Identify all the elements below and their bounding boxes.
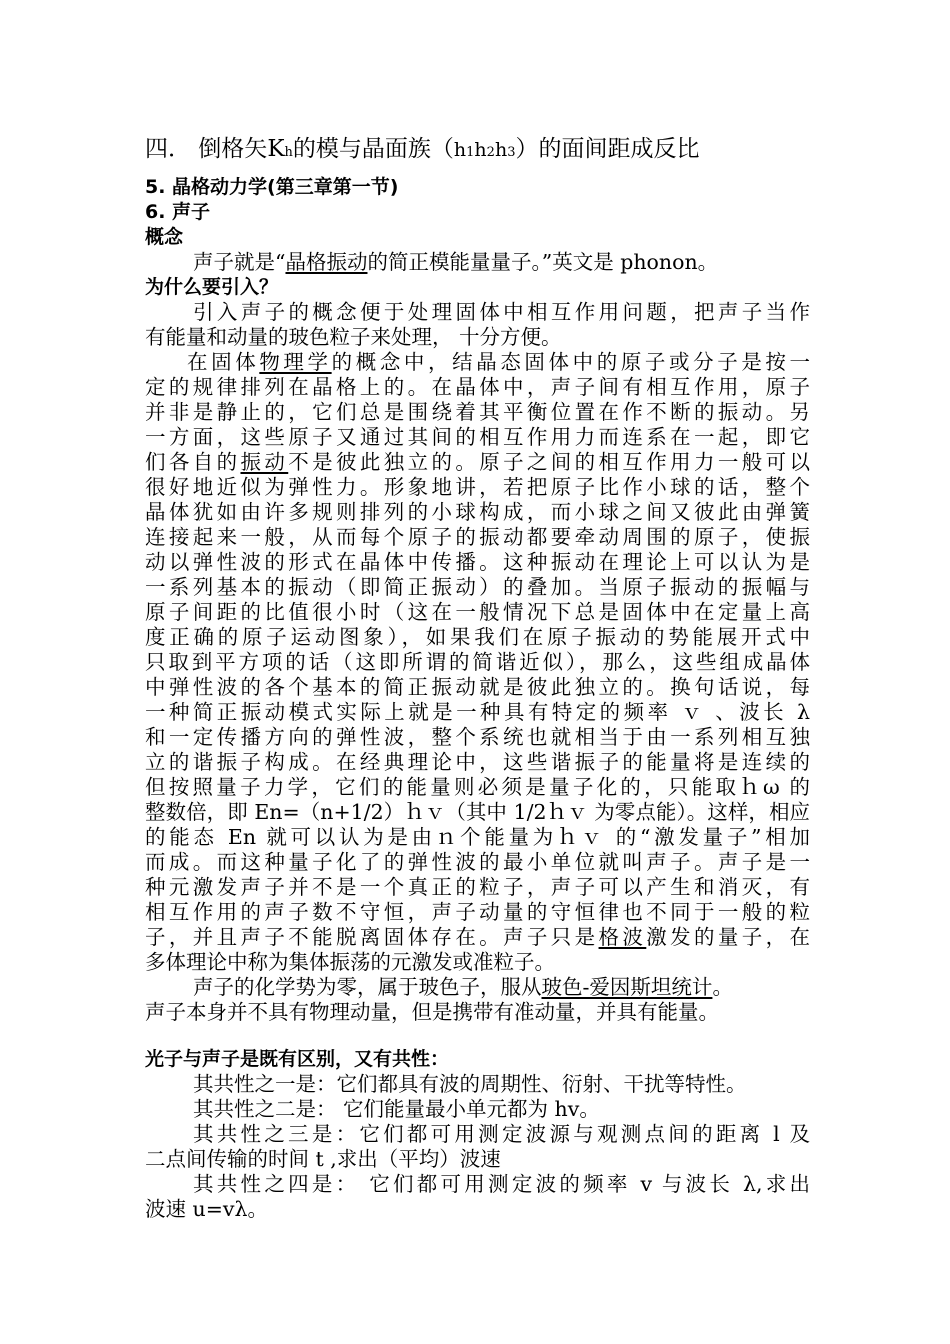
concept-title: 概念 [145, 226, 184, 248]
paragraph-line: 声子本身并不具有物理动量，但是携带有准动量，并具有能量。 [145, 1000, 719, 1024]
paragraph-line: 动以弹性波的形式在晶体中传播。这种振动在理论上可以认为是 [145, 550, 810, 574]
paragraph-line: 而成。而这种量子化了的弹性波的最小单位就叫声子。声子是一 [145, 850, 810, 874]
why-title: 为什么要引入？ [145, 276, 279, 298]
heading-prefix: 四． 倒格矢 [145, 136, 268, 162]
paragraph-line: 在固体物理学的概念中，结晶态固体中的原子或分子是按一 [187, 350, 811, 374]
why-line: 有能量和动量的玻色粒子来处理， 十分方便。 [145, 325, 562, 349]
compare-line: 其共性之二是： 它们能量最小单元都为 hv。 [193, 1097, 600, 1121]
paragraph-line: 和一定传播方向的弹性波，整个系统也就相当于由一系列相互独 [145, 725, 810, 749]
heading-k-sub: h [284, 145, 293, 160]
paragraph-line: 立的谐振子构成。在经典理论中，这些谐振子的能量将是连续的 [145, 750, 810, 774]
heading-s2: 2 [486, 145, 495, 160]
paragraph-line: 的能态 En 就可以认为是由ｎ个能量为ｈｖ 的“激发量子”相加 [145, 825, 810, 849]
heading-h2: h [474, 139, 487, 161]
lattice-vibration-link[interactable]: 晶格振动 [285, 250, 368, 274]
paragraph-line: 中弹性波的各个基本的简正振动就是彼此独立的。换句话说，每 [145, 675, 810, 699]
paragraph-line: 并非是静止的，它们总是围绕着其平衡位置在作不断的振动。另 [145, 400, 810, 424]
compare-line: 波速 u=vλ。 [145, 1197, 268, 1221]
section-5-title: 5. 晶格动力学(第三章第一节) [145, 176, 399, 198]
concept-paragraph: 声子就是“晶格振动的简正模能量量子。”英文是 phonon。 [193, 250, 719, 274]
reciprocal-lattice-heading [145, 133, 810, 165]
bose-einstein-link[interactable]: 玻色-爱因斯坦统计 [541, 975, 713, 999]
vibration-link[interactable]: 振动 [240, 450, 289, 474]
paragraph-line: 原子间距的比值很小时（这在一般情况下总是固体中在定量上高 [145, 600, 810, 624]
paragraph-line: 种元激发声子并不是一个真正的粒子，声子可以产生和消灭，有 [145, 875, 810, 899]
heading-h1: h [453, 139, 467, 161]
compare-line: 其共性之三是：它们都可用测定波源与观测点间的距离 l 及 [193, 1122, 810, 1146]
paragraph-line: 一种简正振动模式实际上就是一种具有特定的频率 ｖ 、波长 λ [145, 700, 810, 724]
physics-link[interactable]: 物理学 [259, 350, 332, 374]
paragraph-line: 声子的化学势为零，属于玻色子，服从玻色-爱因斯坦统计。 [193, 975, 733, 999]
heading-mid: 的模与晶面族（ [292, 136, 454, 162]
heading-h3: h [494, 139, 508, 161]
why-line: 引入声子的概念便于处理固体中相互作用问题，把声子当作 [193, 300, 810, 324]
document-content [145, 133, 810, 1222]
spacer [145, 1025, 810, 1047]
paragraph-line: 很好地近似为弹性力。形象地讲，若把原子比作小球的话，整个 [145, 475, 810, 499]
heading-suffix: ）的面间距成反比 [515, 136, 700, 162]
paragraph-line: 度正确的原子运动图象），如果我们在原子振动的势能展开式中 [145, 625, 810, 649]
paragraph-line: 连接起来一般，从而每个原子的振动都要牵动周围的原子，使振 [145, 525, 810, 549]
paragraph-line: 子，并且声子不能脱离固体存在。声子只是格波激发的量子，在 [145, 925, 811, 949]
compare-title: 光子与声子是既有区别，又有共性： [145, 1048, 450, 1070]
paragraph-line: 们各自的振动不是彼此独立的。原子之间的相互作用力一般可以 [145, 450, 811, 474]
heading-k: K [267, 136, 285, 162]
paragraph-line: 只取到平方项的话（这即所谓的简谐近似），那么，这些组成晶体 [145, 650, 810, 674]
paragraph-line: 整数倍，即 En=（n+1/2）ｈｖ（其中 1/2ｈｖ 为零点能）。这样，相应 [145, 800, 810, 824]
compare-line: 二点间传输的时间 t ,求出（平均）波速 [145, 1147, 501, 1171]
heading-s3: 3 [507, 145, 516, 160]
paragraph-line: 晶体犹如由许多规则排列的小球构成，而小球之间又彼此由弹簧 [145, 500, 810, 524]
lattice-wave-link[interactable]: 格波 [598, 925, 647, 949]
heading-s1: 1 [466, 145, 475, 160]
paragraph-line: 一系列基本的振动（即简正振动）的叠加。当原子振动的振幅与 [145, 575, 810, 599]
paragraph-line: 但按照量子力学，它们的能量则必须是量子化的，只能取ｈω 的 [145, 775, 810, 799]
section-6-title: 6. 声子 [145, 201, 211, 223]
paragraph-line: 相互作用的声子数不守恒，声子动量的守恒律也不同于一般的粒 [145, 900, 810, 924]
paragraph-line: 一方面，这些原子又通过其间的相互作用力而连系在一起，即它 [145, 425, 810, 449]
compare-line: 其共性之四是： 它们都可用测定波的频率 v 与波长 λ,求出 [193, 1172, 810, 1196]
paragraph-line: 多体理论中称为集体振荡的元激发或准粒子。 [145, 950, 555, 974]
compare-line: 其共性之一是：它们都具有波的周期性、衍射、干扰等特性。 [193, 1072, 747, 1096]
paragraph-line: 定的规律排列在晶格上的。在晶体中，声子间有相互作用，原子 [145, 375, 810, 399]
